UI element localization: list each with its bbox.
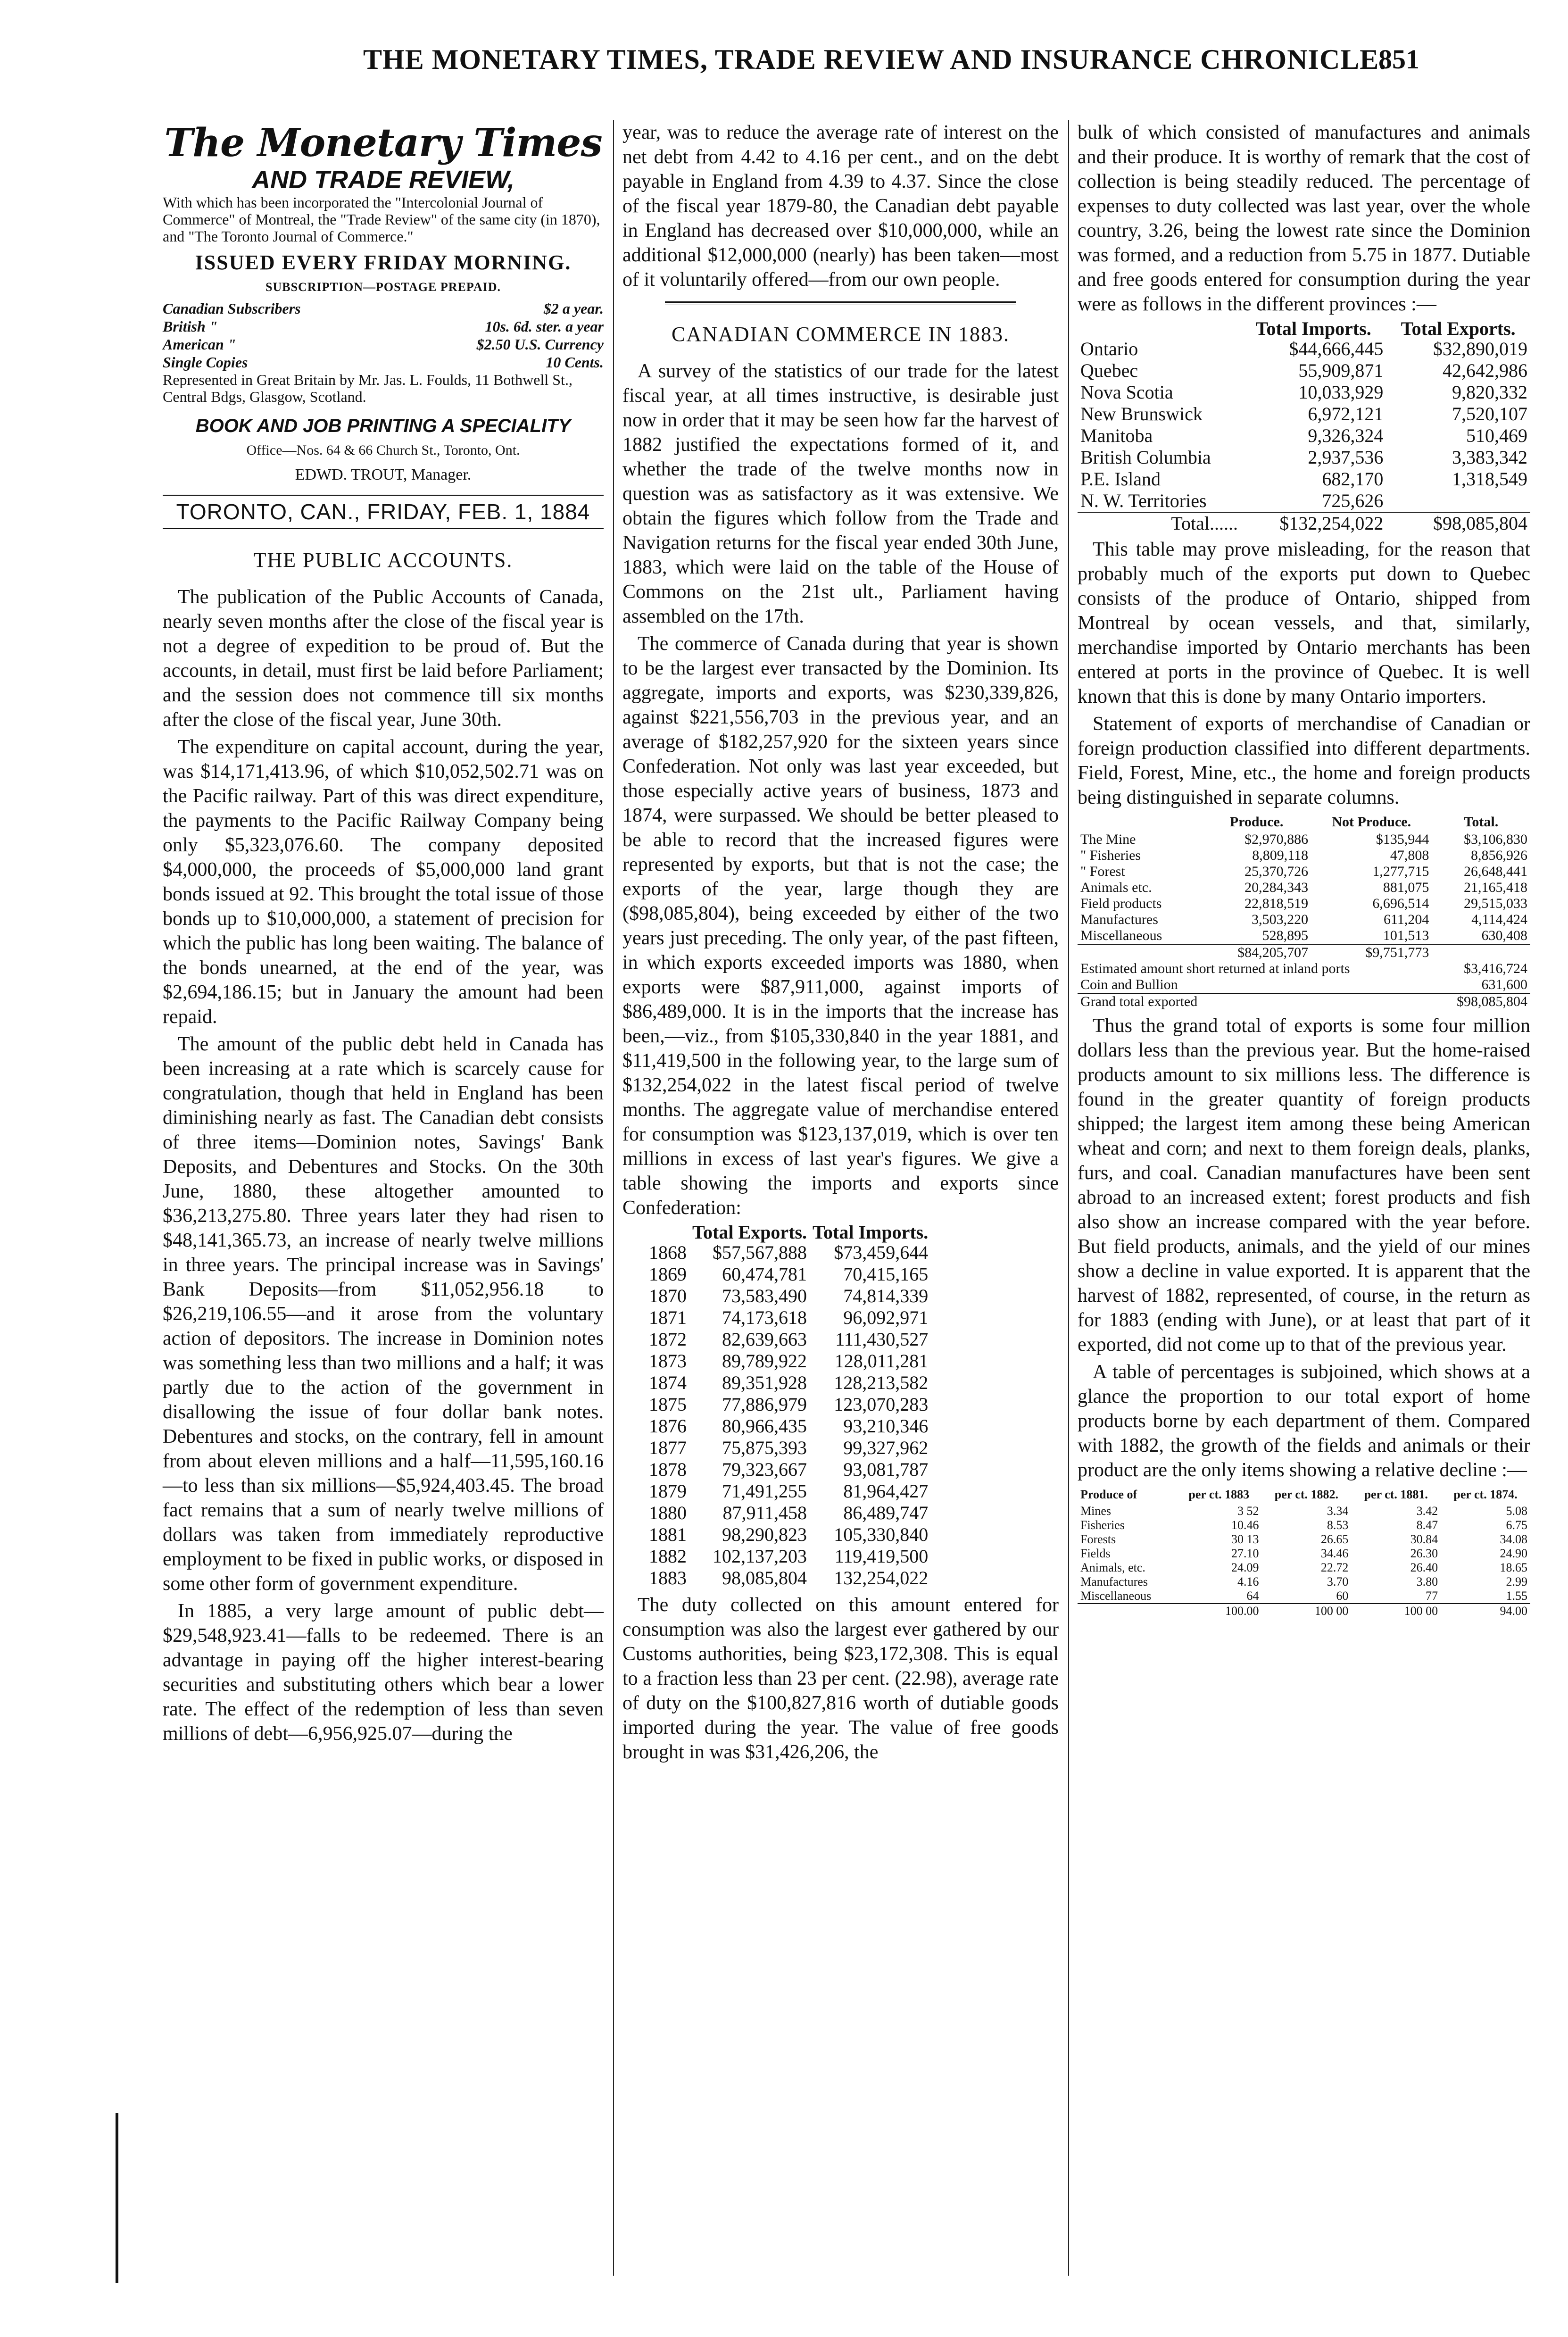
table-row (1078, 832, 1530, 848)
table-cell: 74,814,339 (843, 1285, 929, 1306)
table-total-row (1078, 993, 1530, 1010)
table-cell: 1877 (649, 1437, 687, 1458)
table-cell: 64 (1246, 1589, 1259, 1603)
table-cell: 6,972,121 (1308, 403, 1384, 424)
rate-value: $2.50 U.S. Currency (476, 336, 604, 353)
table-row (646, 1307, 931, 1329)
table-cell: Grand total exported (1078, 993, 1432, 1010)
table-row (646, 1394, 931, 1415)
paragraph: The publication of the Public Accounts of Canada, nearly seven months after the close of the fiscal year is not a degree of expedition to be proud of. But the accounts, in detail, must first be laid before Parliament; and the session does not commence till six months after the close of the fiscal year, June 30th. (163, 586, 604, 731)
paragraph: The commerce of Canada during that year is shown to be the largest ever transacted by the Dominion. Its aggregate, imports and exports, was $230,339,826, against $221,556,703 in the previous year, and an average of $182,257,920 for the sixteen years since Confederation. Not only was last year exceeded, but those especially active years of business, 1873 and 1874, were surpassed. We should be better pleased to be able to record that the increased figures were represented by exports, but that is not the case; the exports of the year, large though they are ($98,085,804), being exceeded by either of the two years just preceding. The only year, of the past fifteen, in which exports exceeded imports was 1880, when exports were $87,911,000, against imports of $86,489,000. It is in the imports that the increase has been,—viz., from $105,330,840 in the year 1881, and $11,419,500 in the following year, to the large sum of $132,254,022 in the latest fiscal period of twelve months. The aggregate value of merchandise entered for consumption was $123,137,019, which is over ten millions in excess of last year's figures. We give a table showing the imports and exports since Confederation: (622, 633, 1059, 1219)
masthead (163, 120, 604, 487)
table-cell: New Brunswick (1080, 403, 1203, 424)
table-cell: 29,515,033 (1464, 896, 1527, 911)
table-total-row (1078, 944, 1530, 961)
rate-row (163, 335, 604, 353)
section-divider (665, 301, 1016, 305)
column-header: per ct. 1874. (1453, 1488, 1518, 1501)
header-title: THE MONETARY TIMES, TRADE REVIEW AND INSURANCE CHRONICLE. (363, 44, 1387, 75)
table-cell: 8.47 (1416, 1518, 1438, 1532)
dateline: TORONTO, CAN., FRIDAY, FEB. 1, 1884 (163, 494, 604, 529)
paragraph: This table may prove misleading, for the reason that probably much of the exports put down to Quebec consists of the produce of Ontario, shipped from Montreal by ocean vessels, and that, similarly, merchandise imported by Ontario merchants has been entered at ports in the province of Quebec. It is well known that this is done by many Ontario importers. (1078, 539, 1530, 707)
table-cell: 26.40 (1410, 1561, 1438, 1574)
column-3 (1078, 120, 1530, 1618)
table-cell: 71,491,255 (722, 1480, 807, 1502)
table-cell: 682,170 (1322, 468, 1384, 490)
table-cell: 3.70 (1327, 1575, 1349, 1588)
table-row (1078, 848, 1530, 864)
table-cell: 6.75 (1506, 1518, 1527, 1532)
table-cell: Field products (1080, 896, 1162, 911)
table-cell: 81,964,427 (843, 1480, 929, 1502)
column-rule (613, 120, 614, 2276)
table-row (646, 1567, 931, 1589)
table-cell: N. W. Territories (1080, 490, 1207, 511)
table-cell: 1,318,549 (1452, 468, 1527, 490)
table-cell: $9,751,773 (1311, 944, 1432, 961)
table-cell: 60,474,781 (722, 1264, 807, 1285)
table-cell: 1.55 (1506, 1589, 1527, 1603)
table-cell: 132,254,022 (834, 1567, 929, 1588)
table-row (1078, 1561, 1530, 1575)
paragraph: Thus the grand total of exports is some four million dollars less than the previous year. But the home-raised products amount to six millions less. The difference is found in the greater quantity of foreign products shipped; the largest item among these being American wheat and corn; and next to them foreign deals, planks, furs, and coal. Canadian manufactures have been sent abroad to an increased extent; forest products and fish also show an increase compared with the year before. But field products, animals, and the yield of our mines show a decline in value exported. It is apparent that the harvest of 1882, represented, of course, in the return as for 1883 (ending with June), or at least that part of it exported, did not come up to that of the previous year. (1078, 1015, 1530, 1356)
masthead-represented: Represented in Great Britain by Mr. Jas. L. Foulds, 11 Bothwell St., Central Bdgs, Glasgow, Scotland. (163, 371, 572, 405)
table-row (1078, 977, 1530, 993)
masthead-logo: The Monetary Times (164, 120, 602, 166)
table-cell: 86,489,747 (843, 1502, 929, 1523)
departments-table (1078, 813, 1530, 1010)
table-row (646, 1459, 931, 1480)
table-cell: Estimated amount short returned at inland ports (1080, 961, 1350, 976)
table-cell: 98,085,804 (722, 1567, 807, 1588)
table-cell: Quebec (1080, 360, 1138, 381)
table-cell: Miscellaneous (1080, 1589, 1152, 1603)
table-cell: 101,513 (1383, 928, 1429, 943)
table-row (646, 1329, 931, 1350)
table-cell: 8,809,118 (1252, 848, 1309, 863)
table-cell: 98,290,823 (722, 1524, 807, 1545)
table-cell: 5.08 (1506, 1504, 1527, 1518)
table-cell: 20,284,343 (1244, 880, 1309, 895)
table-cell: 119,419,500 (834, 1546, 929, 1567)
table-total-row (1078, 512, 1530, 534)
table-cell: 2.99 (1506, 1575, 1527, 1588)
table-cell: 2,937,536 (1308, 447, 1384, 468)
table-cell: 26.65 (1320, 1532, 1349, 1546)
table-row (646, 1546, 931, 1567)
running-header (146, 43, 1419, 81)
table-row (646, 1480, 931, 1502)
table-cell: 8.53 (1327, 1518, 1349, 1532)
paragraph: bulk of which consisted of manufactures and animals and their produce. It is worthy of remark that the cost of collection is being steadily reduced. The percentage of expenses to duty collected was last year, over the whole country, 3.26, being the lowest rate since the Dominion was formed, and a reduction from 5.75 in 1877. Dutiable and free goods entered for consumption during the year were as follows in the different provinces :— (1078, 122, 1530, 315)
column-header: Total Exports. (1401, 318, 1516, 339)
rate-label: Canadian Subscribers (163, 300, 301, 317)
table-cell: $98,085,804 (1432, 993, 1530, 1010)
rate-label: Single Copies (163, 354, 248, 371)
table-cell: 1883 (649, 1567, 687, 1588)
table-cell: 9,820,332 (1452, 382, 1527, 403)
table-cell: Miscellaneous (1080, 928, 1162, 943)
column-header: Total Exports. (692, 1222, 807, 1243)
column-header: per ct. 1882. (1274, 1488, 1339, 1501)
table-cell: 73,583,490 (722, 1285, 807, 1306)
table-cell: 47,808 (1390, 848, 1429, 863)
table-cell: $44,666,445 (1289, 338, 1384, 359)
table-cell: 7,520,107 (1452, 403, 1527, 424)
table-cell: 8,856,926 (1471, 848, 1527, 863)
table-row (646, 1502, 931, 1524)
table-row (646, 1242, 931, 1264)
table-row (1078, 490, 1530, 512)
rates-list (163, 299, 604, 371)
table-cell: 1876 (649, 1415, 687, 1437)
table-cell: 631,600 (1481, 977, 1527, 992)
table-cell: Mines (1080, 1504, 1111, 1518)
table-total-row (1078, 1604, 1530, 1618)
table-cell: 128,011,281 (834, 1350, 929, 1372)
table-cell: 24.90 (1500, 1547, 1527, 1560)
table-cell: 3,503,220 (1252, 912, 1309, 927)
table-cell: Total...... (1078, 512, 1241, 534)
table-cell: 70,415,165 (843, 1264, 929, 1285)
table-cell: The Mine (1080, 832, 1136, 847)
table-cell: $135,944 (1376, 832, 1429, 847)
table-cell: 100 00 (1261, 1604, 1351, 1618)
table-cell: Manitoba (1080, 425, 1153, 446)
table-row (1078, 1575, 1530, 1589)
rate-value: $2 a year. (543, 300, 604, 317)
table-cell: 100.00 (1176, 1604, 1261, 1618)
table-cell: Produce of (1080, 1488, 1137, 1501)
table-cell: " Forest (1080, 864, 1125, 879)
table-cell: 1878 (649, 1459, 687, 1480)
paragraph: year, was to reduce the average rate of interest on the net debt from 4.42 to 4.16 per cent., and on the debt payable in England from 4.39 to 4.37. Since the close of the fiscal year 1879-80, the Canadian debt payable in England has decreased over $10,000,000, while an additional $12,000,000 (nearly) has been taken—most of it voluntarily offered—from our own people. (622, 122, 1059, 291)
table-cell: Manufactures (1080, 912, 1158, 927)
table-cell: 105,330,840 (834, 1524, 929, 1545)
table-cell: 26.30 (1410, 1547, 1438, 1560)
table-cell: 30 13 (1231, 1532, 1259, 1546)
table-row (646, 1350, 931, 1372)
table-cell (1386, 490, 1530, 512)
table-cell: 9,326,324 (1308, 425, 1384, 446)
table-cell: 1870 (649, 1285, 687, 1306)
table-cell: $73,459,644 (834, 1242, 929, 1263)
table-cell: 55,909,871 (1298, 360, 1384, 381)
table-cell: 1879 (649, 1480, 687, 1502)
paragraph: A table of percentages is subjoined, which shows at a glance the proportion to our total export of home products borne by each department of them. Compared with 1882, the growth of the fields and animals or their product are the only items showing a relative decline :— (1078, 1361, 1530, 1481)
table-cell: Manufactures (1080, 1575, 1148, 1588)
rate-row (163, 353, 604, 371)
table-cell: 3.42 (1416, 1504, 1438, 1518)
table-cell: 3 52 (1237, 1504, 1259, 1518)
table-cell: 102,137,203 (713, 1546, 807, 1567)
table-cell: $3,416,724 (1464, 961, 1527, 976)
table-cell: Fisheries (1080, 1518, 1125, 1532)
table-cell: 77,886,979 (722, 1394, 807, 1415)
table-cell: $2,970,886 (1244, 832, 1309, 847)
table-row (1078, 928, 1530, 944)
table-cell: 96,092,971 (843, 1307, 929, 1328)
table-cell: 34.46 (1320, 1547, 1349, 1560)
table-cell: Animals etc. (1080, 880, 1152, 895)
masthead-subscription: SUBSCRIPTION—POSTAGE PREPAID. (265, 280, 501, 294)
table-row (646, 1372, 931, 1394)
table-cell: 528,895 (1262, 928, 1309, 943)
table-cell: 1872 (649, 1329, 687, 1350)
table-cell: 18.65 (1500, 1561, 1527, 1574)
margin-mark (116, 2113, 118, 2283)
table-cell: 82,639,663 (722, 1329, 807, 1350)
table-row (1078, 1504, 1530, 1518)
table-cell: 79,323,667 (722, 1459, 807, 1480)
table-cell: 26,648,441 (1464, 864, 1527, 879)
masthead-book-printing: BOOK AND JOB PRINTING A SPECIALITY (195, 416, 571, 436)
table-row (1078, 961, 1530, 977)
paragraph: A survey of the statistics of our trade for the latest fiscal year, at all times instructive, is desirable just now in order that it may be seen how far the harvest of 1882 justified the expectations formed of it, and whether the trade of the twelve months now in question was as satisfactory as it was extensive. We obtain the figures which follow from the Trade and Navigation returns for the fiscal year ended 30th June, 1883, which were laid on the table of the House of Commons on the 21st ult., Parliament having assembled on the 17th. (622, 360, 1059, 627)
table-row (1078, 447, 1530, 468)
masthead-issued: ISSUED EVERY FRIDAY MORNING. (195, 251, 572, 274)
table-cell: 24.09 (1231, 1561, 1259, 1574)
paragraph: The duty collected on this amount entered for consumption was also the largest ever gathered by our Customs authorities, being $23,172,308. This is equal to a fraction less than 23 per cent. (22.98), average rate of duty on the $100,827,816 worth of dutiable goods imported during the year. The value of free goods brought in was $31,426,206, the (622, 1594, 1059, 1763)
table-row (1078, 912, 1530, 928)
table-cell: 22.72 (1320, 1561, 1349, 1574)
table-cell: 60 (1336, 1589, 1349, 1603)
table-cell: $32,890,019 (1433, 338, 1527, 359)
table-cell: 100 00 (1351, 1604, 1441, 1618)
table-cell: Ontario (1080, 338, 1138, 359)
rate-label: American " (163, 336, 236, 353)
table-cell: 1874 (649, 1372, 687, 1393)
table-cell: Coin and Bullion (1080, 977, 1178, 992)
table-row (1078, 1532, 1530, 1547)
column-header: per ct. 1883 (1188, 1488, 1250, 1501)
provinces-table (1078, 319, 1530, 534)
table-cell: 4,114,424 (1471, 912, 1527, 927)
table-cell: 1882 (649, 1546, 687, 1567)
paragraph: In 1885, a very large amount of public debt—$29,548,923.41—falls to be redeemed. There is an advantage in paying off the higher interest-bearing securities and substituting others which bear a lower rate. The effect of the redemption of less than seven millions of debt—6,956,925.07—during the (163, 1600, 604, 1745)
table-cell: 510,469 (1466, 425, 1527, 446)
table-cell: 74,173,618 (722, 1307, 807, 1328)
table-row (1078, 896, 1530, 912)
table-row (1078, 425, 1530, 447)
table-cell: 34.08 (1500, 1532, 1527, 1546)
table-cell: 3.80 (1416, 1575, 1438, 1588)
table-cell: 22,818,519 (1244, 896, 1309, 911)
masthead-incorporated: With which has been incorporated the "Intercolonial Journal of Commerce" of Montreal, the "Trade Review" of the same city (in 1870), and "The Toronto Journal of Commerce." (163, 194, 600, 245)
table-row (1078, 338, 1530, 360)
table-cell: 80,966,435 (722, 1415, 807, 1437)
table-cell: 25,370,726 (1244, 864, 1309, 879)
percentages-table (1078, 1485, 1530, 1618)
table-cell: 1881 (649, 1524, 687, 1545)
table-cell: 128,213,582 (834, 1372, 929, 1393)
table-cell: 27.10 (1231, 1547, 1259, 1560)
table-cell: 6,696,514 (1372, 896, 1429, 911)
table-cell: $57,567,888 (713, 1242, 807, 1263)
table-cell: 1871 (649, 1307, 687, 1328)
table-cell: $84,205,707 (1202, 944, 1311, 961)
table-cell: 87,911,458 (722, 1502, 807, 1523)
table-cell: 30.84 (1410, 1532, 1438, 1546)
rate-value: 10s. 6d. ster. a year (485, 318, 604, 335)
table-row (646, 1524, 931, 1546)
table-cell: Forests (1080, 1532, 1116, 1546)
table-cell: 1880 (649, 1502, 687, 1523)
table-cell: 77 (1426, 1589, 1438, 1603)
table-cell: 42,642,986 (1443, 360, 1527, 381)
table-cell: 93,210,346 (843, 1415, 929, 1437)
column-1 (163, 120, 604, 1749)
table-cell: 21,165,418 (1464, 880, 1527, 895)
table-cell: 3.34 (1327, 1504, 1349, 1518)
masthead-subtitle: AND TRADE REVIEW, (251, 166, 514, 194)
masthead-manager: EDWD. TROUT, Manager. (295, 466, 472, 483)
table-cell: Fields (1080, 1547, 1111, 1560)
column-header: Not Produce. (1332, 814, 1411, 830)
article-heading-canadian-commerce: CANADIAN COMMERCE IN 1883. (672, 323, 1010, 346)
table-cell: $132,254,022 (1241, 512, 1386, 534)
table-cell: 3,383,342 (1452, 447, 1527, 468)
table-cell: P.E. Island (1080, 468, 1161, 490)
table-cell: 1868 (649, 1242, 687, 1263)
masthead-office: Office—Nos. 64 & 66 Church St., Toronto, Ont. (246, 442, 520, 458)
table-cell: " Fisheries (1080, 848, 1141, 863)
table-cell: 1869 (649, 1264, 687, 1285)
table-row (1078, 360, 1530, 382)
rate-value: 10 Cents. (546, 354, 604, 371)
paragraph: Statement of exports of merchandise of Canadian or foreign production classified into different departments. Field, Forest, Mine, etc., the home and foreign products being distinguished in separate columns. (1078, 713, 1530, 808)
table-cell: 725,626 (1322, 490, 1384, 511)
trade-table (646, 1223, 931, 1589)
table-cell: 611,204 (1383, 912, 1429, 927)
table-cell: 75,875,393 (722, 1437, 807, 1458)
table-cell: 4.16 (1237, 1575, 1259, 1588)
table-row (1078, 1518, 1530, 1532)
table-cell: 94.00 (1441, 1604, 1530, 1618)
table-cell: 1873 (649, 1350, 687, 1372)
table-cell: Animals, etc. (1080, 1561, 1145, 1574)
table-cell: 89,351,928 (722, 1372, 807, 1393)
rate-row (163, 299, 604, 317)
table-cell: $98,085,804 (1386, 512, 1530, 534)
paragraph: The amount of the public debt held in Canada has been increasing at a rate which is scarcely cause for congratulation, though that held in England has been diminishing nearly as fast. The Canadian debt consists of three items—Dominion notes, Savings' Bank Deposits, and Debentures and Stocks. On the 30th June, 1880, these altogether amounted to $36,213,275.80. Three years later they had risen to $48,141,365.73, an increase of nearly twelve millions in three years. The principal increase was in Savings' Bank Deposits—from $11,052,956.18 to $26,219,106.55—and it arose from the voluntary action of depositors. The increase in Dominion notes was something less than two millions and a half; it was partly due to the action of the government in disallowing the issue of four dollar bank notes. Debentures and stocks, on the contrary, fell in amount from about eleven millions and a half—11,595,160.16—to less than six millions—$5,924,403.45. The broad fact remains that a sum of nearly twelve millions of dollars was taken from immediately reproductive employment to be fixed in public works, or disposed in some other form of government expenditure. (163, 1033, 604, 1595)
table-cell: Nova Scotia (1080, 382, 1173, 403)
table-cell: 881,075 (1383, 880, 1429, 895)
table-cell: 89,789,922 (722, 1350, 807, 1372)
table-row (1078, 468, 1530, 490)
table-cell: 1875 (649, 1394, 687, 1415)
paragraph: The expenditure on capital account, during the year, was $14,171,413.96, of which $10,052,502.71 was on the Pacific railway. Part of this was direct expenditure, the payments to the Pacific Railway Company being only $5,323,076.60. The company deposited $4,000,000, the proceeds of $5,000,000 land grant bonds issued at 92. This brought the total issue of those bonds up to $10,000,000, a statement of precision for which the public has long been waiting. The balance of the bonds unearned, at the end of the year, was $2,694,186.15; but in January the amount had been repaid. (163, 736, 604, 1028)
table-cell: 123,070,283 (834, 1394, 929, 1415)
table-cell: 630,408 (1481, 928, 1527, 943)
column-header: Total Imports. (813, 1222, 929, 1243)
table-row (1078, 880, 1530, 896)
table-row (646, 1285, 931, 1307)
column-header: Total Imports. (1255, 318, 1371, 339)
table-cell: $3,106,830 (1464, 832, 1527, 847)
table-cell: British Columbia (1080, 447, 1211, 468)
rate-label: British " (163, 318, 218, 335)
table-cell: 1,277,715 (1372, 864, 1429, 879)
table-row (1078, 864, 1530, 880)
column-header: Total. (1464, 814, 1499, 830)
table-row (646, 1264, 931, 1285)
column-header: Produce. (1229, 814, 1284, 830)
table-row (1078, 403, 1530, 425)
table-cell: 99,327,962 (843, 1437, 929, 1458)
table-row (1078, 1589, 1530, 1604)
table-row (646, 1415, 931, 1437)
article-heading-public-accounts: THE PUBLIC ACCOUNTS. (253, 549, 513, 572)
table-cell: 10,033,929 (1298, 382, 1384, 403)
rate-row (163, 317, 604, 335)
table-row (1078, 382, 1530, 403)
table-row (646, 1437, 931, 1459)
table-row (1078, 1547, 1530, 1561)
table-cell: 10.46 (1231, 1518, 1259, 1532)
table-cell: 111,430,527 (835, 1329, 929, 1350)
column-2 (622, 120, 1059, 1767)
table-cell: 93,081,787 (843, 1459, 929, 1480)
column-rule (1068, 120, 1069, 2276)
page-number: 851 (1378, 44, 1419, 75)
column-header: per ct. 1881. (1364, 1488, 1428, 1501)
